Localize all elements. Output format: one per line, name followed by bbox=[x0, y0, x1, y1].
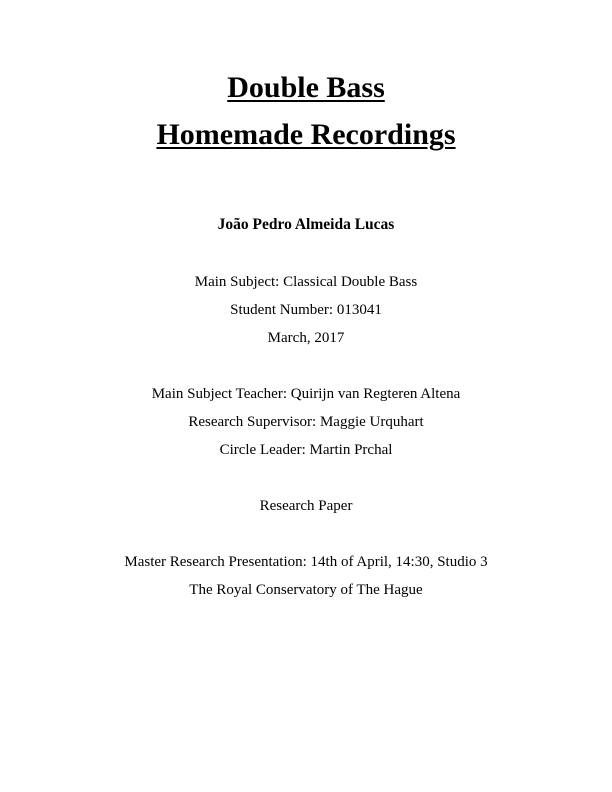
document-title-line-2: Homemade Recordings bbox=[156, 118, 456, 151]
presentation-details: Master Research Presentation: 14th of April, 14:30, Studio 3 bbox=[124, 554, 488, 570]
institution-name: The Royal Conservatory of The Hague bbox=[189, 582, 423, 598]
paper-type: Research Paper bbox=[259, 498, 353, 514]
document-title-line-1: Double Bass bbox=[227, 71, 385, 104]
circle-leader: Circle Leader: Martin Prchal bbox=[219, 442, 393, 458]
main-subject-teacher: Main Subject Teacher: Quirijn van Regteren Altena bbox=[151, 386, 461, 402]
student-number: Student Number: 013041 bbox=[230, 302, 382, 318]
author-name: João Pedro Almeida Lucas bbox=[217, 216, 395, 233]
main-subject: Main Subject: Classical Double Bass bbox=[194, 274, 418, 290]
research-supervisor: Research Supervisor: Maggie Urquhart bbox=[188, 414, 424, 430]
submission-date: March, 2017 bbox=[267, 330, 345, 346]
